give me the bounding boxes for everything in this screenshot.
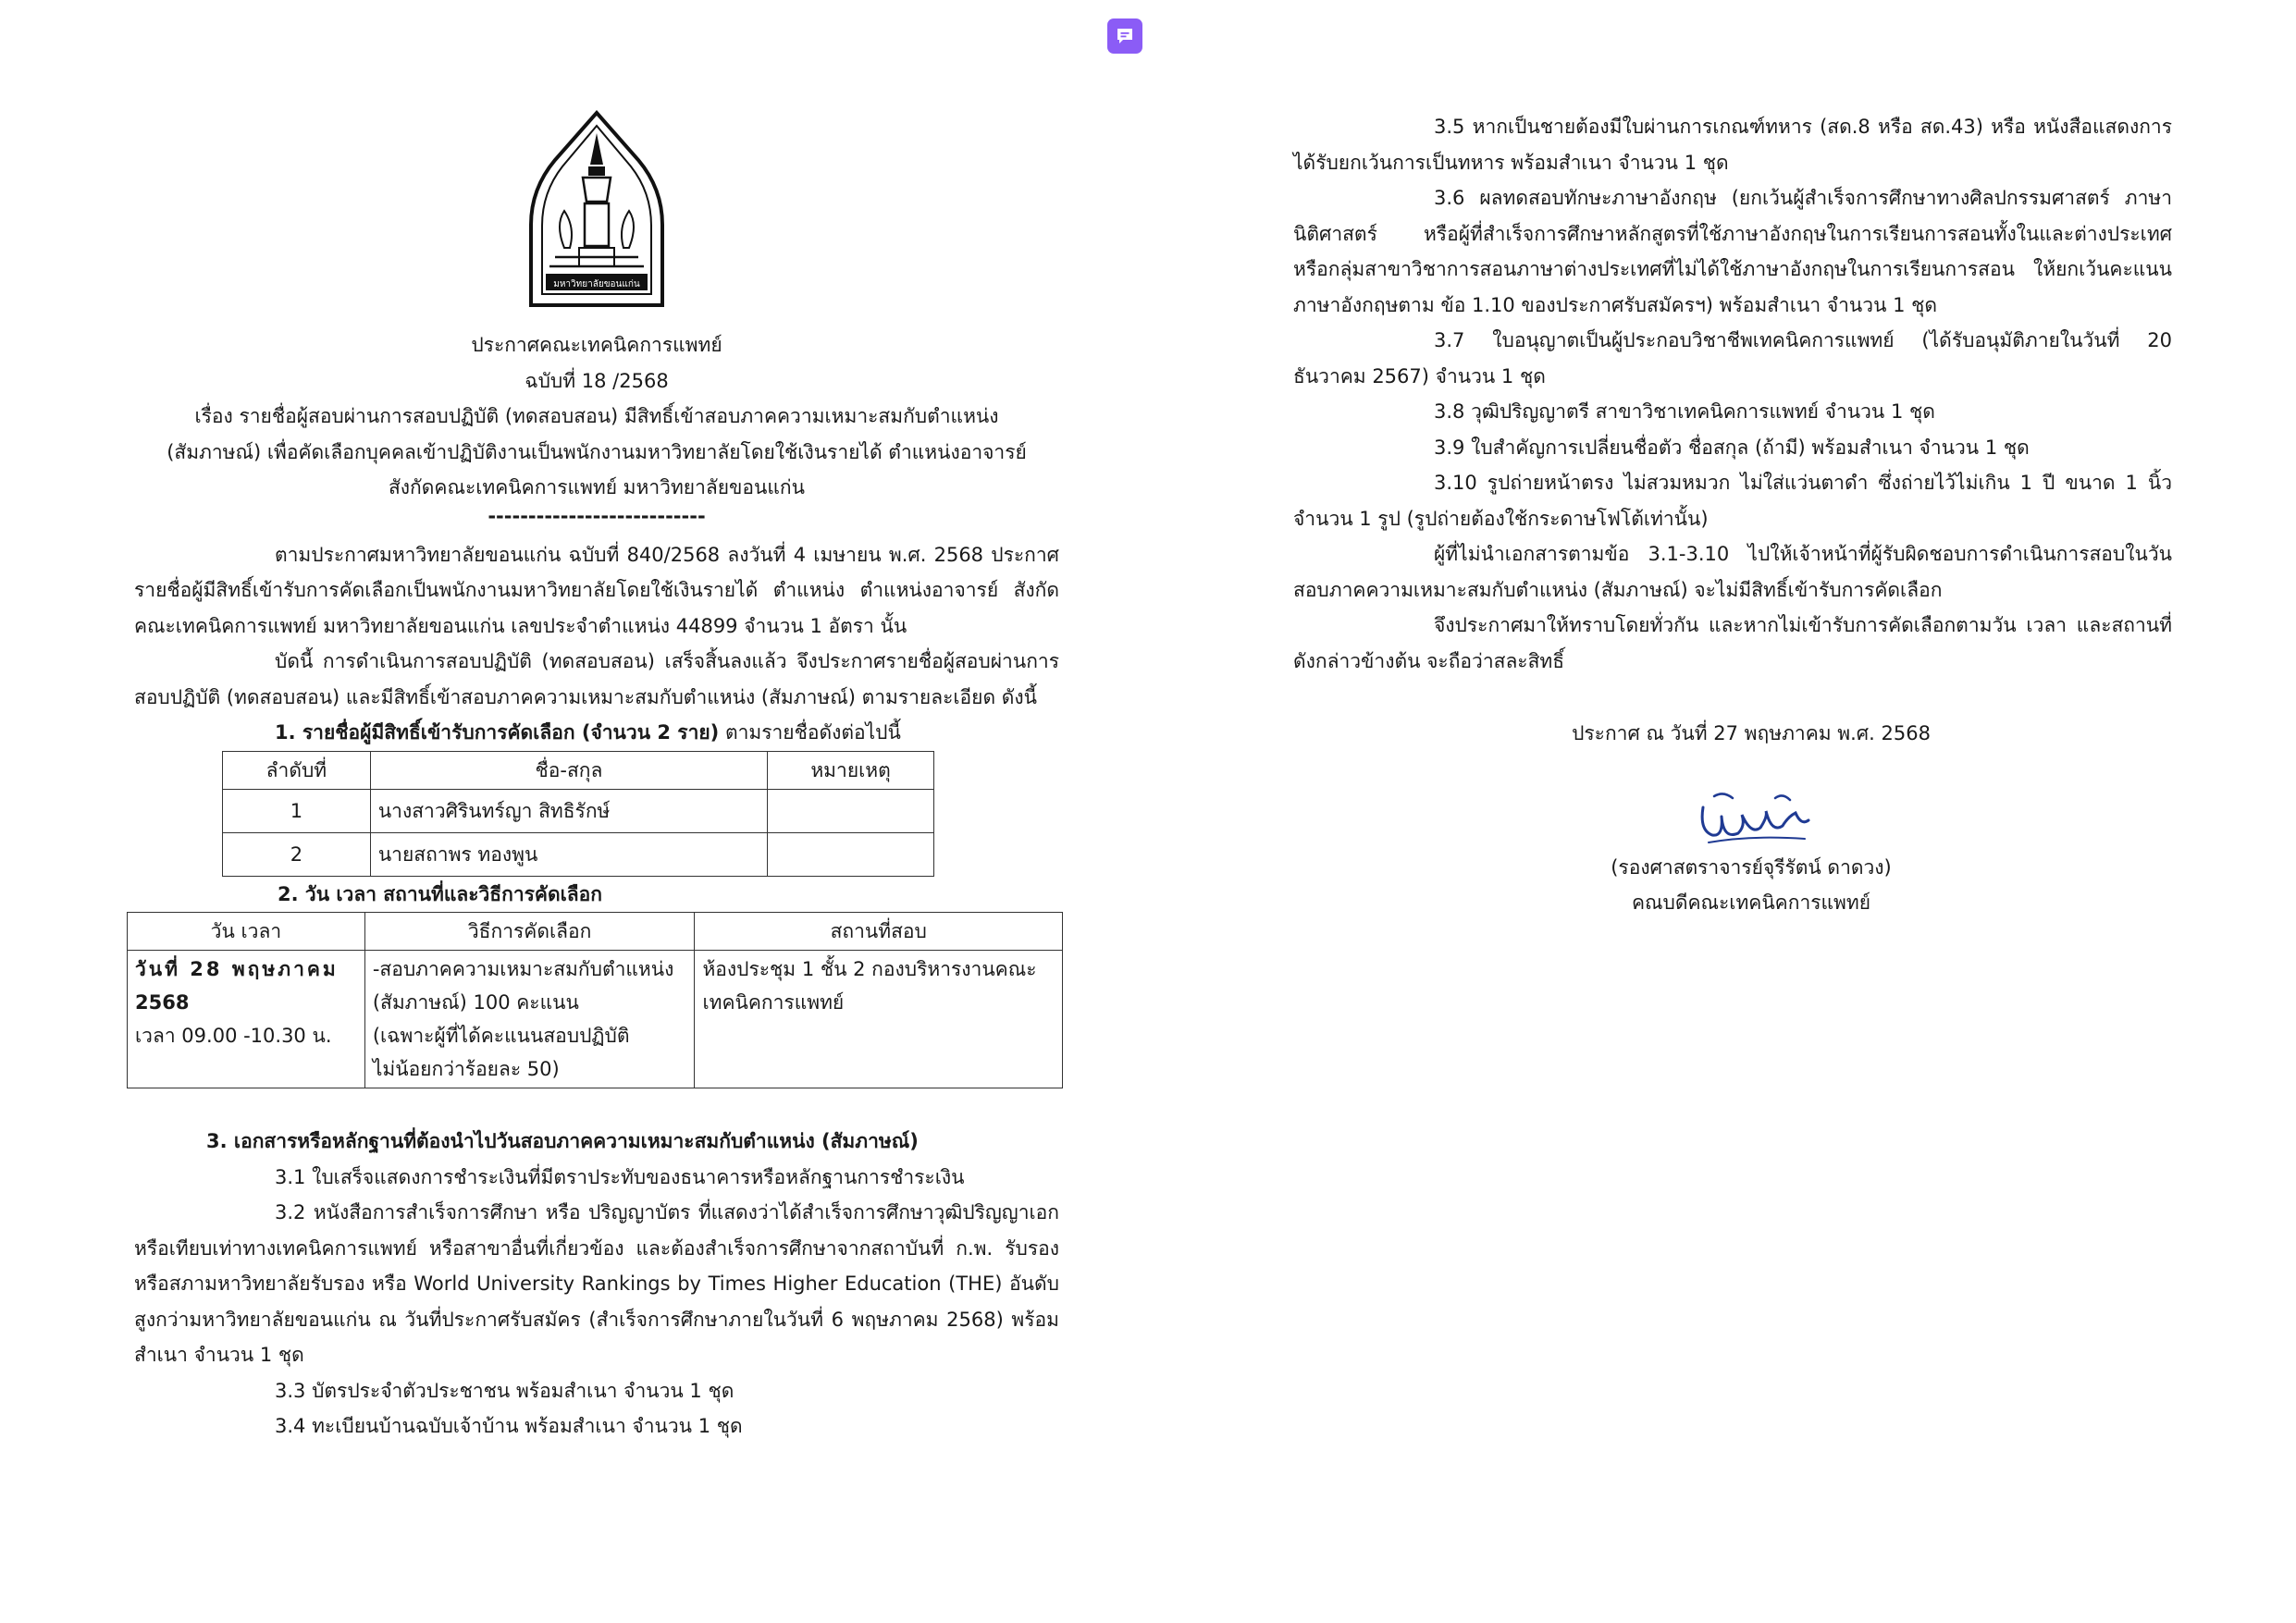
column-header: สถานที่สอบ xyxy=(695,913,1063,951)
intro-paragraph: ตามประกาศมหาวิทยาลัยขอนแก่น ฉบับที่ 840/2568 ลงวันที่ 4 เมษายน พ.ศ. 2568 ประกาศรายชื่อผู้มีสิทธิ์เข้ารับการคัดเลือกเป็นพนักงานมหาวิทยาลัยโดยใช้เงินรายได้ ตำแหน่ง ตำแหน่งอาจารย์ สังกัดคณะเทคนิคการแพทย์ มหาวิทยาลัยขอนแก่น เลขประจำตำแหน่ง 44899 จำนวน 1 อัตรา นั้น xyxy=(134,543,1059,637)
document-item: 3.9 ใบสำคัญการเปลี่ยนชื่อตัว ชื่อสกุล (ถ้ามี) พร้อมสำเนา จำนวน 1 ชุด xyxy=(1434,436,2030,459)
schedule-year: 2568 xyxy=(135,991,190,1014)
document-right-page xyxy=(1293,109,2172,921)
section3-heading: 3. เอกสารหรือหลักฐานที่ต้องนำไปวันสอบภาคความเหมาะสมกับตำแหน่ง (สัมภาษณ์) xyxy=(206,1130,919,1152)
table-row xyxy=(223,832,934,876)
document-item: 3.4 ทะเบียนบ้านฉบับเจ้าบ้าน พร้อมสำเนา จำนวน 1 ชุด xyxy=(275,1415,743,1437)
column-header: วิธีการคัดเลือก xyxy=(364,913,695,951)
method-line: ไม่น้อยกว่าร้อยละ 50) xyxy=(372,1058,560,1080)
logo-caption: มหาวิทยาลัยขอนแก่น xyxy=(553,279,640,289)
column-header: วัน เวลา xyxy=(128,913,365,951)
announcement-number: ฉบับที่ 18 /2568 xyxy=(525,369,669,392)
signer-name: (รองศาสตราจารย์จุรีรัตน์ ดาดวง) xyxy=(1611,855,1892,879)
signature-block xyxy=(1330,716,2172,921)
schedule-date: วันที่ 28 พฤษภาคม xyxy=(135,958,339,980)
document-item: 3.7 ใบอนุญาตเป็นผู้ประกอบวิชาชีพเทคนิคการแพทย์ (ได้รับอนุมัติภายในวันที่ 20 ธันวาคม 2567) จำนวน 1 ชุด xyxy=(1293,329,2172,387)
schedule-place-cell xyxy=(695,951,1063,1088)
subject-line-3: สังกัดคณะเทคนิคการแพทย์ มหาวิทยาลัยขอนแก่น xyxy=(388,476,805,498)
candidates-table-header xyxy=(223,751,934,789)
document-item: 3.3 บัตรประจำตัวประชาชน พร้อมสำเนา จำนวน 1 ชุด xyxy=(275,1379,734,1402)
comment-button[interactable] xyxy=(1107,18,1142,54)
column-header: ชื่อ-สกุล xyxy=(370,751,767,789)
section1-heading-rest: ตามรายชื่อดังต่อไปนี้ xyxy=(719,721,901,744)
candidate-name: นางสาวศิรินทร์ญา สิทธิรักษ์ xyxy=(370,789,767,832)
missing-documents-note: ผู้ที่ไม่นำเอกสารตามข้อ 3.1-3.10 ไปให้เจ้าหน้าที่ผู้รับผิดชอบการดำเนินการสอบในวันสอบภาคความเหมาะสมกับตำแหน่ง (สัมภาษณ์) จะไม่มีสิทธิ์เข้ารับการคัดเลือก xyxy=(1293,543,2172,601)
section1-heading xyxy=(275,715,1059,751)
method-line: (เฉพาะผู้ที่ได้คะแนนสอบปฏิบัติ xyxy=(372,1025,630,1047)
table-row xyxy=(128,951,1063,1088)
header-divider: --------------------------- xyxy=(488,504,706,527)
column-header: ลำดับที่ xyxy=(223,751,371,789)
schedule-table-header xyxy=(128,913,1063,951)
signer-position: คณบดีคณะเทคนิคการแพทย์ xyxy=(1631,891,1871,914)
document-left-page xyxy=(134,109,1059,1445)
schedule-time: เวลา 09.00 -10.30 น. xyxy=(135,1025,332,1047)
document-item: 3.1 ใบเสร็จแสดงการชำระเงินที่มีตราประทับของธนาคารหรือหลักฐานการชำระเงิน xyxy=(275,1165,965,1188)
method-line: -สอบภาคความเหมาะสมกับตำแหน่ง xyxy=(372,958,674,980)
section1-heading-bold: 1. รายชื่อผู้มีสิทธิ์เข้ารับการคัดเลือก (จำนวน 2 ราย) xyxy=(275,721,720,744)
method-line: (สัมภาษณ์) 100 คะแนน xyxy=(372,991,579,1014)
candidate-name: นายสถาพร ทองพูน xyxy=(370,832,767,876)
schedule-method-cell xyxy=(364,951,695,1088)
schedule-date-cell xyxy=(128,951,365,1088)
document-item: 3.5 หากเป็นชายต้องมีใบผ่านการเกณฑ์ทหาร (สด.8 หรือ สด.43) หรือ หนังสือแสดงการได้รับยกเว้นการเป็นทหาร พร้อมสำเนา จำนวน 1 ชุด xyxy=(1293,116,2172,174)
signature-image xyxy=(1686,789,1816,850)
row-number: 1 xyxy=(223,789,371,832)
document-item: 3.8 วุฒิปริญญาตรี สาขาวิชาเทคนิคการแพทย์ จำนวน 1 ชุด xyxy=(1434,400,1935,423)
schedule-table xyxy=(127,912,1063,1088)
candidate-note xyxy=(768,789,934,832)
candidate-note xyxy=(768,832,934,876)
column-header: หมายเหตุ xyxy=(768,751,934,789)
subject-line-2: (สัมภาษณ์) เพื่อคัดเลือกบุคคลเข้าปฏิบัติงานเป็นพนักงานมหาวิทยาลัยโดยใช้เงินรายได้ ตำแหน่งอาจารย์ xyxy=(167,440,1027,463)
comment-icon xyxy=(1115,26,1135,46)
place-line: เทคนิคการแพทย์ xyxy=(702,991,845,1014)
announcement-title: ประกาศคณะเทคนิคการแพทย์ xyxy=(471,334,722,356)
result-paragraph: บัดนี้ การดำเนินการสอบปฏิบัติ (ทดสอบสอน) เสร็จสิ้นลงแล้ว จึงประกาศรายชื่อผู้สอบผ่านการสอบปฏิบัติ (ทดสอบสอน) และมีสิทธิ์เข้าสอบภาคความเหมาะสมกับตำแหน่ง (สัมภาษณ์) ตามรายละเอียด ดังนี้ xyxy=(134,650,1059,708)
closing-paragraph: จึงประกาศมาให้ทราบโดยทั่วกัน และหากไม่เข้ารับการคัดเลือกตามวัน เวลา และสถานที่ดังกล่าวข้างต้น จะถือว่าสละสิทธิ์ xyxy=(1293,614,2172,672)
document-item: 3.6 ผลทดสอบทักษะภาษาอังกฤษ (ยกเว้นผู้สำเร็จการศึกษาทางศิลปกรรมศาสตร์ ภาษานิติศาสตร์ หรือผู้ที่สำเร็จการศึกษาหลักสูตรที่ใช้ภาษาอังกฤษในการเรียนการสอนทั้งในและต่างประเทศ หรือกลุ่มสาขาวิชาการสอนภาษาต่างประเทศที่ไม่ได้ใช้ภาษาอังกฤษในการเรียนการสอน ให้ยกเว้นคะแนนภาษาอังกฤษตาม ข้อ 1.10 ของประกาศรับสมัครฯ) พร้อมสำเนา จำนวน 1 ชุด xyxy=(1293,187,2172,316)
subject-line-1: เรื่อง รายชื่อผู้สอบผ่านการสอบปฏิบัติ (ทดสอบสอน) มีสิทธิ์เข้าสอบภาคความเหมาะสมกับตำแหน่ง xyxy=(194,405,999,427)
document-item: 3.10 รูปถ่ายหน้าตรง ไม่สวมหมวก ไม่ใส่แว่นตาดำ ซึ่งถ่ายไว้ไม่เกิน 1 ปี ขนาด 1 นิ้ว จำนวน 1 รูป (รูปถ่ายต้องใช้กระดาษโฟโต้เท่านั้น) xyxy=(1293,472,2172,530)
table-row xyxy=(223,789,934,832)
place-line: ห้องประชุม 1 ชั้น 2 กองบริหารงานคณะ xyxy=(702,958,1037,980)
candidates-table xyxy=(222,751,934,877)
university-logo xyxy=(527,109,666,313)
document-item: 3.2 หนังสือการสำเร็จการศึกษา หรือ ปริญญาบัตร ที่แสดงว่าได้สำเร็จการศึกษาวุฒิปริญญาเอก หรือเทียบเท่าทางเทคนิคการแพทย์ หรือสาขาอื่นที่เกี่ยวข้อง และต้องสำเร็จการศึกษาจากสถาบันที่ ก.พ. รับรองหรือสภามหาวิทยาลัยรับรอง หรือ World University Rankings by Times Higher Education (THE) อันดับสูงกว่ามหาวิทยาลัยขอนแก่น ณ วันที่ประกาศรับสมัคร (สำเร็จการศึกษาภายในวันที่ 6 พฤษภาคม 2568) พร้อมสำเนา จำนวน 1 ชุด xyxy=(134,1201,1059,1366)
section2-heading: 2. วัน เวลา สถานที่และวิธีการคัดเลือก xyxy=(278,882,602,905)
announce-date: ประกาศ ณ วันที่ 27 พฤษภาคม พ.ศ. 2568 xyxy=(1572,722,1931,744)
row-number: 2 xyxy=(223,832,371,876)
